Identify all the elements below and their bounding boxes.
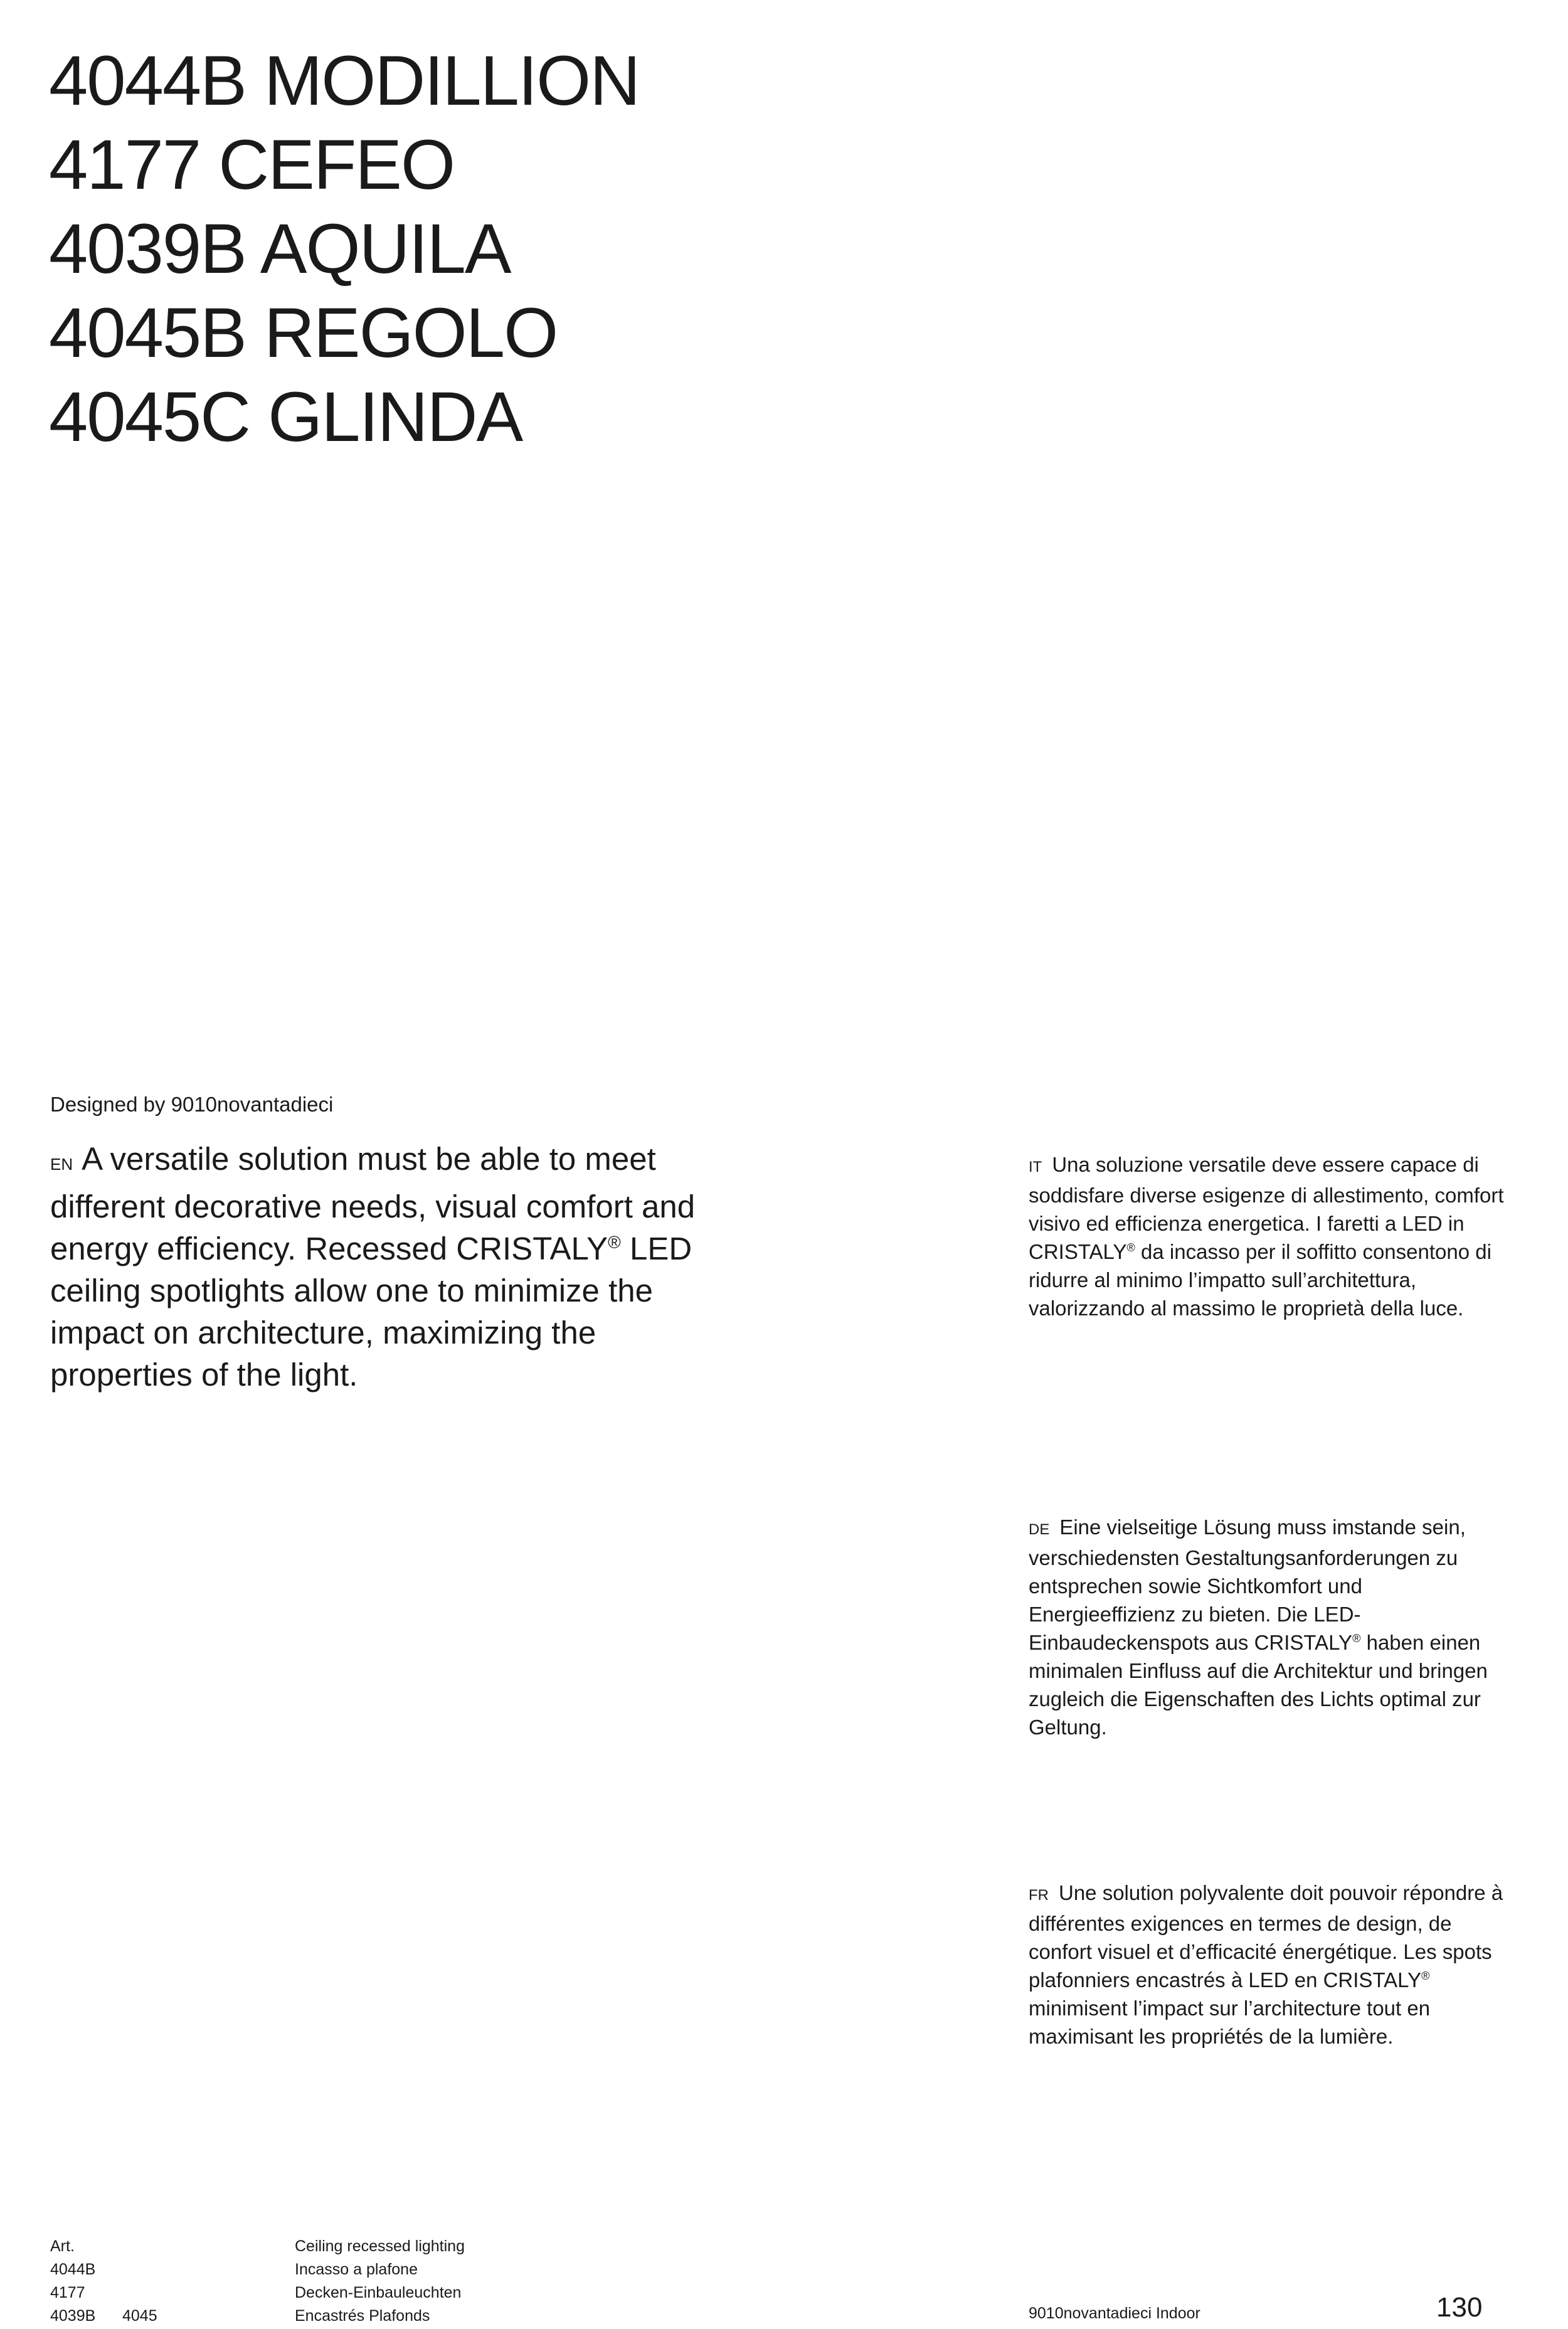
article-list xyxy=(50,2235,157,2328)
registered-mark: ® xyxy=(608,1233,621,1252)
description-de-text-1: Eine vielseitige Lösung muss imstande sein, verschiedensten Gestaltungsanforderungen zu entsprechen sowie Sichtkomfort und Energieeffizienz zu bieten. Die LED-Einbaudeckenspots aus CRISTALY xyxy=(1029,1515,1466,1654)
article-label: Art. xyxy=(50,2237,75,2255)
language-tag-en: EN xyxy=(50,1155,73,1174)
category-list xyxy=(295,2235,465,2328)
product-title: 4044B MODILLION xyxy=(49,41,640,120)
language-tag-it: IT xyxy=(1029,1159,1042,1175)
product-title: 4045C GLINDA xyxy=(49,378,522,456)
product-titles xyxy=(49,39,639,459)
article-code: 4039B xyxy=(50,2307,96,2325)
language-tag-fr: FR xyxy=(1029,1887,1049,1904)
description-en-text-2: LED ceiling spotlights allow one to minimize the impact on architecture, maximizing the properties of the light. xyxy=(50,1231,692,1393)
description-it-text-1: Una soluzione versatile deve essere capace di soddisfare diverse esigenze di allestimento, comfort visivo ed efficienza energetica. I faretti a LED in CRISTALY xyxy=(1029,1153,1504,1263)
registered-mark: ® xyxy=(1126,1241,1135,1254)
description-it-text-2: da incasso per il soffitto consentono di ridurre al minimo l’impatto sull’architettura, valorizzando al massimo le proprietà della luce. xyxy=(1029,1240,1491,1320)
description-de-text-2: haben einen minimalen Einfluss auf die Architektur und bringen zugleich die Eigenschaften des Lichts optimal zur Geltung. xyxy=(1029,1631,1488,1739)
article-code: 4177 xyxy=(50,2284,85,2301)
article-code: 4045 xyxy=(122,2307,157,2325)
language-tag-de: DE xyxy=(1029,1521,1050,1538)
description-en xyxy=(50,1138,740,1396)
description-fr xyxy=(1029,1879,1505,2050)
description-fr-text-1: Une solution polyvalente doit pouvoir répondre à différentes exigences en termes de design, de confort visuel et d’efficacité énergétique. Les spots plafonniers encastrés à LED en CRISTALY xyxy=(1029,1881,1503,1992)
description-de xyxy=(1029,1513,1505,1741)
category-en: Ceiling recessed lighting xyxy=(295,2237,465,2255)
product-title: 4039B AQUILA xyxy=(49,210,511,288)
category-it: Incasso a plafone xyxy=(295,2261,418,2278)
description-fr-text-2: minimisent l’impact sur l’architecture tout en maximisant les propriétés de la lumière. xyxy=(1029,1997,1431,2048)
article-code: 4044B xyxy=(50,2261,96,2278)
page-number: 130 xyxy=(1436,2292,1483,2323)
product-title: 4177 CEFEO xyxy=(49,125,455,204)
brand-footer: 9010novantadieci Indoor xyxy=(1029,2305,1200,2322)
designer-credit: Designed by 9010novantadieci xyxy=(50,1093,334,1116)
category-fr: Encastrés Plafonds xyxy=(295,2307,430,2325)
registered-mark: ® xyxy=(1352,1632,1361,1645)
description-it xyxy=(1029,1150,1505,1322)
article-code-row xyxy=(50,2305,157,2328)
product-title: 4045B REGOLO xyxy=(49,294,558,372)
category-de: Decken-Einbauleuchten xyxy=(295,2284,462,2301)
registered-mark: ® xyxy=(1421,1970,1430,1982)
description-en-text-1: A versatile solution must be able to meet different decorative needs, visual comfort and energy efficiency. Recessed CRISTALY xyxy=(50,1141,696,1266)
